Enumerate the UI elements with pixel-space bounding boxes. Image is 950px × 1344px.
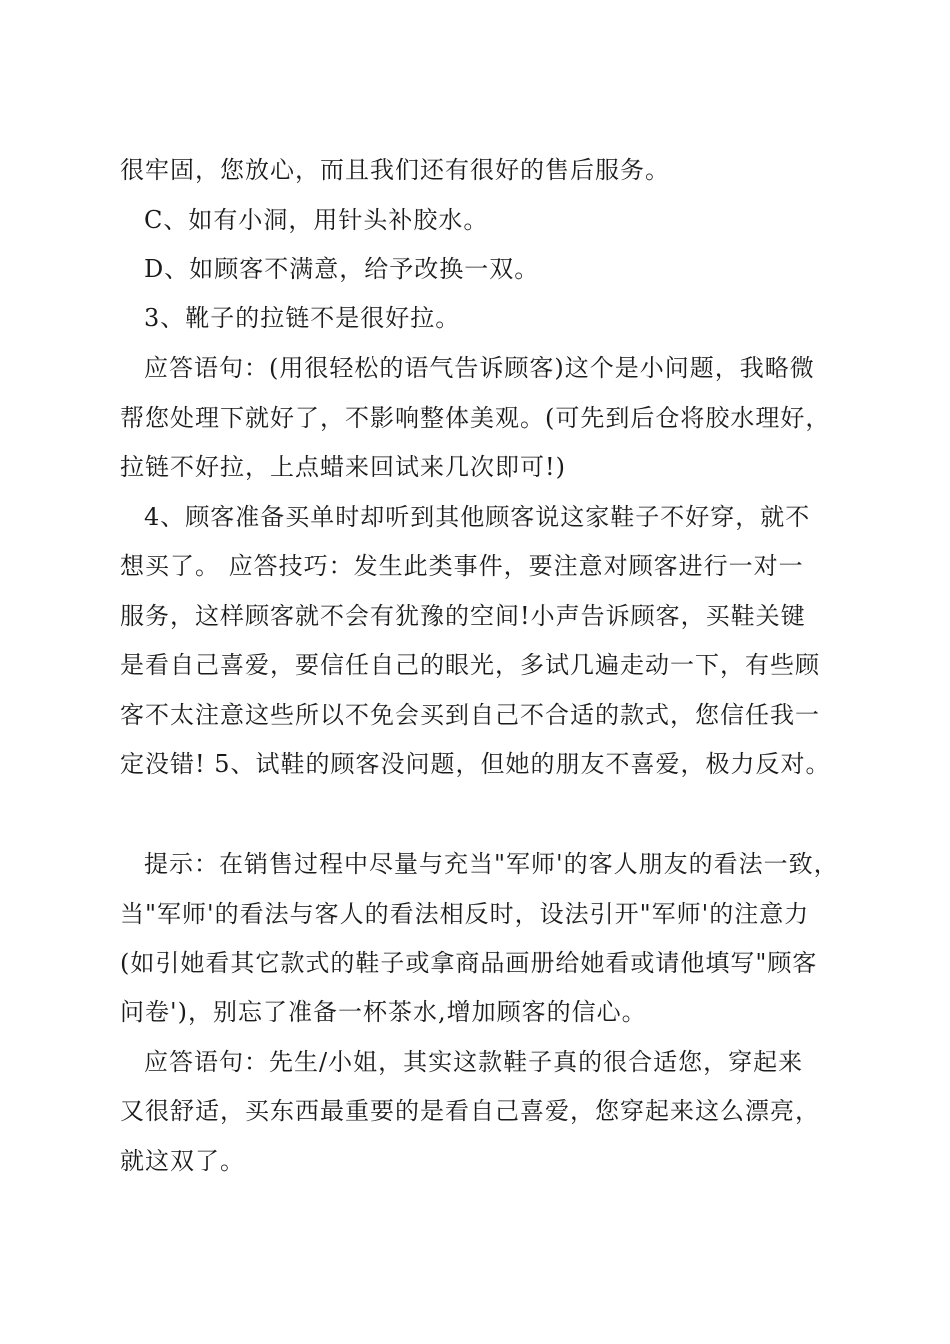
text-line: 定没错! 5、试鞋的顾客没问题，但她的朋友不喜爱，极力反对。 <box>120 750 831 778</box>
text-line: (如引她看其它款式的鞋子或拿商品画册给她看或请他填写"顾客 <box>120 949 818 977</box>
text-line: 拉链不好拉，上点蜡来回试来几次即可!) <box>120 453 567 481</box>
text-line: 想买了。 应答技巧：发生此类事件，要注意对顾客进行一对一 <box>120 552 804 580</box>
text-line: 3、靴子的拉链不是很好拉。 <box>144 304 461 332</box>
text-line: 客不太注意这些所以不免会买到自己不合适的款式，您信任我一 <box>120 701 820 729</box>
text-line: C、如有小洞，用针头补胶水。 <box>144 206 489 234</box>
text-line: 又很舒适，买东西最重要的是看自己喜爱，您穿起来这么漂亮， <box>120 1097 820 1125</box>
text-line: 是看自己喜爱，要信任自己的眼光，多试几遍走动一下，有些顾 <box>120 651 820 679</box>
text-line: D、如顾客不满意，给予改换一双。 <box>144 255 540 283</box>
text-line: 帮您处理下就好了，不影响整体美观。(可先到后仓将胶水理好， <box>120 404 831 432</box>
text-line: 就这双了。 <box>120 1147 245 1175</box>
text-line: 问卷')，别忘了准备一杯茶水,增加顾客的信心。 <box>120 998 647 1026</box>
text-line: 服务，这样顾客就不会有犹豫的空间!小声告诉顾客，买鞋关键 <box>120 602 806 630</box>
text-line: 提示：在销售过程中尽量与充当"军师'的客人朋友的看法一致， <box>144 850 839 878</box>
text-line: 很牢固，您放心，而且我们还有很好的售后服务。 <box>120 156 670 184</box>
text-line: 4、顾客准备买单时却听到其他顾客说这家鞋子不好穿，就不 <box>144 503 811 531</box>
text-line: 应答语句：(用很轻松的语气告诉顾客)这个是小问题，我略微 <box>144 354 815 382</box>
text-line: 应答语句：先生/小姐，其实这款鞋子真的很合适您，穿起来 <box>144 1048 804 1076</box>
text-line: 当"军师'的看法与客人的看法相反时，设法引开"军师'的注意力 <box>120 900 810 928</box>
